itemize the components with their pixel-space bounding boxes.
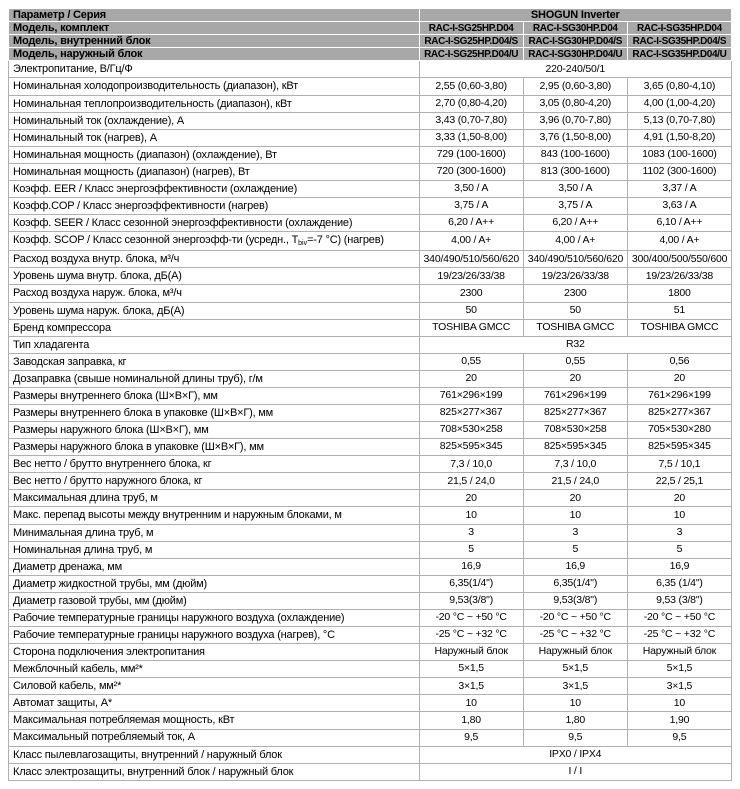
table-row [9,198,732,215]
row-value: 2300 [419,285,523,302]
row-value: 21,5 / 24,0 [419,473,523,490]
row-label: Макс. перепад высоты между внутренним и наружным блоками, м [9,507,420,524]
table-row [9,251,732,268]
table-row [9,422,732,439]
row-value: 825×277×367 [523,405,627,422]
row-value: Наружный блок [627,644,731,661]
row-value-span: R32 [419,336,731,353]
row-value: 0,56 [627,353,731,370]
row-value: 825×277×367 [419,405,523,422]
row-label: Вес нетто / брутто внутреннего блока, кг [9,456,420,473]
table-row [9,353,732,370]
row-value: 1102 (300-1600) [627,163,731,180]
row-value: 761×296×199 [419,387,523,404]
row-value: 20 [523,370,627,387]
table-row [9,336,732,353]
row-value: 825×595×345 [627,439,731,456]
table-row [9,541,732,558]
row-value: 5 [419,541,523,558]
row-label: Размеры наружного блока в упаковке (Ш×В×Г), мм [9,439,420,456]
row-label: Коэфф. SEER / Класс сезонной энергоэффективности (охлаждение) [9,215,420,232]
row-label: Коэфф. EER / Класс энергоэффективности (охлаждение) [9,180,420,197]
series-header-row [9,9,732,22]
row-value: -20 °C ~ +50 °C [419,609,523,626]
row-value: 708×530×258 [523,422,627,439]
row-value: 2,55 (0,60-3,80) [419,78,523,95]
table-row [9,592,732,609]
table-header [9,9,732,61]
row-value: 3,75 / A [523,198,627,215]
row-label: Рабочие температурные границы наружного воздуха (нагрев), °C [9,627,420,644]
series-title: SHOGUN Inverter [419,9,731,22]
spec-table [8,8,732,781]
row-value: 5,13 (0,70-7,80) [627,112,731,129]
row-value: 825×595×345 [419,439,523,456]
row-value: 708×530×258 [419,422,523,439]
row-value: TOSHIBA GMCC [627,319,731,336]
row-value: 3,75 / A [419,198,523,215]
row-value: 720 (300-1600) [419,163,523,180]
row-label: Коэфф.COP / Класс энергоэффективности (нагрев) [9,198,420,215]
row-value: 20 [627,370,731,387]
row-value: 10 [523,507,627,524]
row-value: 19/23/26/33/38 [419,268,523,285]
row-value: 9,53(3/8") [523,592,627,609]
table-row [9,95,732,112]
row-label: Дозаправка (свыше номинальной длины труб), г/м [9,370,420,387]
table-row [9,302,732,319]
row-value: -20 °C ~ +50 °C [627,609,731,626]
row-label: Тип хладагента [9,336,420,353]
row-label: Сторона подключения электропитания [9,644,420,661]
model-value: RAC-I-SG25HP.D04/S [419,35,523,48]
row-value: 9,53 (3/8") [627,592,731,609]
row-label: Расход воздуха внутр. блока, м³/ч [9,251,420,268]
table-row [9,746,732,763]
table-row [9,558,732,575]
row-value: 16,9 [419,558,523,575]
row-value: 705×530×280 [627,422,731,439]
row-value: 825×277×367 [627,405,731,422]
row-value: 10 [627,695,731,712]
row-label: Размеры внутреннего блока (Ш×В×Г), мм [9,387,420,404]
table-row [9,319,732,336]
table-row [9,215,732,232]
row-value: 3,43 (0,70-7,80) [419,112,523,129]
row-label: Межблочный кабель, мм²* [9,661,420,678]
row-value: 729 (100-1600) [419,146,523,163]
row-value: 19/23/26/33/38 [627,268,731,285]
row-label: Минимальная длина труб, м [9,524,420,541]
row-value: 20 [523,490,627,507]
table-row [9,285,732,302]
row-value: 0,55 [419,353,523,370]
row-value: 1,80 [523,712,627,729]
row-label: Диаметр газовой трубы, мм (дюйм) [9,592,420,609]
row-label: Номинальный ток (нагрев), А [9,129,420,146]
row-label: Коэфф. SCOP / Класс сезонной энергоэфф-ти (усредн., $T_{biv}=-7$ °C) (нагрев) [9,232,420,251]
row-label: Диаметр дренажа, мм [9,558,420,575]
row-value: 7,5 / 10,1 [627,456,731,473]
table-body [9,61,732,781]
row-value: 843 (100-1600) [523,146,627,163]
row-value: 761×296×199 [627,387,731,404]
row-value: 10 [419,695,523,712]
model-value: RAC-I-SG30HP.D04 [523,22,627,35]
row-value: 5 [627,541,731,558]
row-value: 9,5 [523,729,627,746]
row-label: Расход воздуха наруж. блока, м³/ч [9,285,420,302]
row-value: 300/400/500/550/600 [627,251,731,268]
row-value: 340/490/510/560/620 [419,251,523,268]
row-label: Вес нетто / брутто наружного блока, кг [9,473,420,490]
row-value: 16,9 [627,558,731,575]
row-label: Заводская заправка, кг [9,353,420,370]
row-value: 2,95 (0,60-3,80) [523,78,627,95]
table-row [9,268,732,285]
row-value: 4,00 / A+ [627,232,731,251]
row-label: Модель, наружный блок [9,48,420,61]
table-row [9,439,732,456]
row-value: 1,80 [419,712,523,729]
row-label: Максимальная длина труб, м [9,490,420,507]
row-value: TOSHIBA GMCC [523,319,627,336]
table-row [9,163,732,180]
model-value: RAC-I-SG35HP.D04 [627,22,731,35]
table-row [9,180,732,197]
row-value: 7,3 / 10,0 [523,456,627,473]
param-series-header: Параметр / Серия [9,9,420,22]
row-value: 9,5 [627,729,731,746]
row-value: Наружный блок [523,644,627,661]
row-value: 10 [523,695,627,712]
row-value: 3,33 (1,50-8,00) [419,129,523,146]
row-value: 19/23/26/33/38 [523,268,627,285]
row-label: Модель, внутренний блок [9,35,420,48]
row-value-span: 220-240/50/1 [419,61,731,78]
row-label: Номинальная холодопроизводительность (диапазон), кВт [9,78,420,95]
row-value: 340/490/510/560/620 [523,251,627,268]
table-row [9,661,732,678]
row-value: 5×1,5 [627,661,731,678]
row-value: 3×1,5 [627,678,731,695]
row-value: 6,10 / A++ [627,215,731,232]
row-value: 3,96 (0,70-7,80) [523,112,627,129]
table-row [9,524,732,541]
row-value: -25 °C ~ +32 °C [627,627,731,644]
table-row [9,678,732,695]
table-row [9,644,732,661]
row-label: Уровень шума наруж. блока, дБ(А) [9,302,420,319]
row-value: 3 [419,524,523,541]
table-row [9,507,732,524]
row-value: 7,3 / 10,0 [419,456,523,473]
table-row [9,763,732,780]
row-value: 1083 (100-1600) [627,146,731,163]
row-value: 5 [523,541,627,558]
model-value: RAC-I-SG25HP.D04/U [419,48,523,61]
row-label: Модель, комплект [9,22,420,35]
row-value: 22,5 / 25,1 [627,473,731,490]
row-label: Номинальная теплопроизводительность (диапазон), кВт [9,95,420,112]
row-value-span: I / I [419,763,731,780]
table-row [9,695,732,712]
row-value: 6,20 / A++ [419,215,523,232]
row-label: Максимальная потребляемая мощность, кВт [9,712,420,729]
table-row [9,712,732,729]
model-header-row [9,48,732,61]
row-label: Уровень шума внутр. блока, дБ(А) [9,268,420,285]
row-value: 4,00 / A+ [523,232,627,251]
row-value: 51 [627,302,731,319]
table-row [9,729,732,746]
model-value: RAC-I-SG30HP.D04/U [523,48,627,61]
row-value: 20 [627,490,731,507]
row-value: 10 [627,507,731,524]
row-value: 5×1,5 [523,661,627,678]
row-label: Максимальный потребляемый ток, А [9,729,420,746]
table-row [9,387,732,404]
row-value: 50 [523,302,627,319]
row-value: 6,35 (1/4") [627,575,731,592]
table-row [9,473,732,490]
model-value: RAC-I-SG25HP.D04 [419,22,523,35]
row-value: 3 [523,524,627,541]
row-value: 1800 [627,285,731,302]
model-value: RAC-I-SG30HP.D04/S [523,35,627,48]
table-row [9,112,732,129]
table-row [9,456,732,473]
row-value: 9,5 [419,729,523,746]
row-value: 825×595×345 [523,439,627,456]
row-value: 761×296×199 [523,387,627,404]
row-label: Бренд компрессора [9,319,420,336]
row-value: 813 (300-1600) [523,163,627,180]
table-row [9,146,732,163]
row-value: 3,50 / A [523,180,627,197]
row-value: 4,00 (1,00-4,20) [627,95,731,112]
row-label: Рабочие температурные границы наружного воздуха (охлаждение) [9,609,420,626]
row-value: 3,05 (0,80-4,20) [523,95,627,112]
row-value: 50 [419,302,523,319]
row-label: Номинальная мощность (диапазон) (нагрев), Вт [9,163,420,180]
table-row [9,627,732,644]
table-row [9,370,732,387]
row-value: -25 °C ~ +32 °C [419,627,523,644]
row-label: Класс пылевлагозащиты, внутренний / наружный блок [9,746,420,763]
table-row [9,575,732,592]
row-label: Диаметр жидкостной трубы, мм (дюйм) [9,575,420,592]
row-value: TOSHIBA GMCC [419,319,523,336]
row-label: Электропитание, В/Гц/Ф [9,61,420,78]
row-value: 5×1,5 [419,661,523,678]
row-value: -25 °C ~ +32 °C [523,627,627,644]
row-value: 3,65 (0,80-4,10) [627,78,731,95]
row-value: 3×1,5 [523,678,627,695]
row-value: 3 [627,524,731,541]
row-value: 3×1,5 [419,678,523,695]
row-label: Номинальная длина труб, м [9,541,420,558]
row-value: 20 [419,490,523,507]
table-row [9,609,732,626]
model-header-row [9,22,732,35]
table-row [9,78,732,95]
model-value: RAC-I-SG35HP.D04/S [627,35,731,48]
model-header-row [9,35,732,48]
row-label: Размеры внутреннего блока в упаковке (Ш×В×Г), мм [9,405,420,422]
row-value: 10 [419,507,523,524]
row-label: Автомат защиты, А* [9,695,420,712]
row-value: 3,76 (1,50-8,00) [523,129,627,146]
row-value: 9,53(3/8") [419,592,523,609]
row-value-span: IPX0 / IPX4 [419,746,731,763]
row-value: 4,00 / A+ [419,232,523,251]
row-value: 4,91 (1,50-8,20) [627,129,731,146]
table-row [9,232,732,251]
row-value: 3,37 / A [627,180,731,197]
row-value: 3,63 / A [627,198,731,215]
row-label: Класс электрозащиты, внутренний блок / наружный блок [9,763,420,780]
row-value: 2300 [523,285,627,302]
row-label: Номинальный ток (охлаждение), А [9,112,420,129]
row-value: 6,35(1/4") [523,575,627,592]
row-value: 1,90 [627,712,731,729]
row-value: Наружный блок [419,644,523,661]
row-value: -20 °C ~ +50 °C [523,609,627,626]
row-value: 6,35(1/4") [419,575,523,592]
table-row [9,405,732,422]
row-label: Силовой кабель, мм²* [9,678,420,695]
row-value: 3,50 / A [419,180,523,197]
row-value: 6,20 / A++ [523,215,627,232]
table-row [9,61,732,78]
table-row [9,490,732,507]
row-value: 20 [419,370,523,387]
row-label: Номинальная мощность (диапазон) (охлаждение), Вт [9,146,420,163]
row-value: 21,5 / 24,0 [523,473,627,490]
row-value: 0,55 [523,353,627,370]
row-value: 16,9 [523,558,627,575]
row-value: 2,70 (0,80-4,20) [419,95,523,112]
table-row [9,129,732,146]
row-label: Размеры наружного блока (Ш×В×Г), мм [9,422,420,439]
model-value: RAC-I-SG35HP.D04/U [627,48,731,61]
